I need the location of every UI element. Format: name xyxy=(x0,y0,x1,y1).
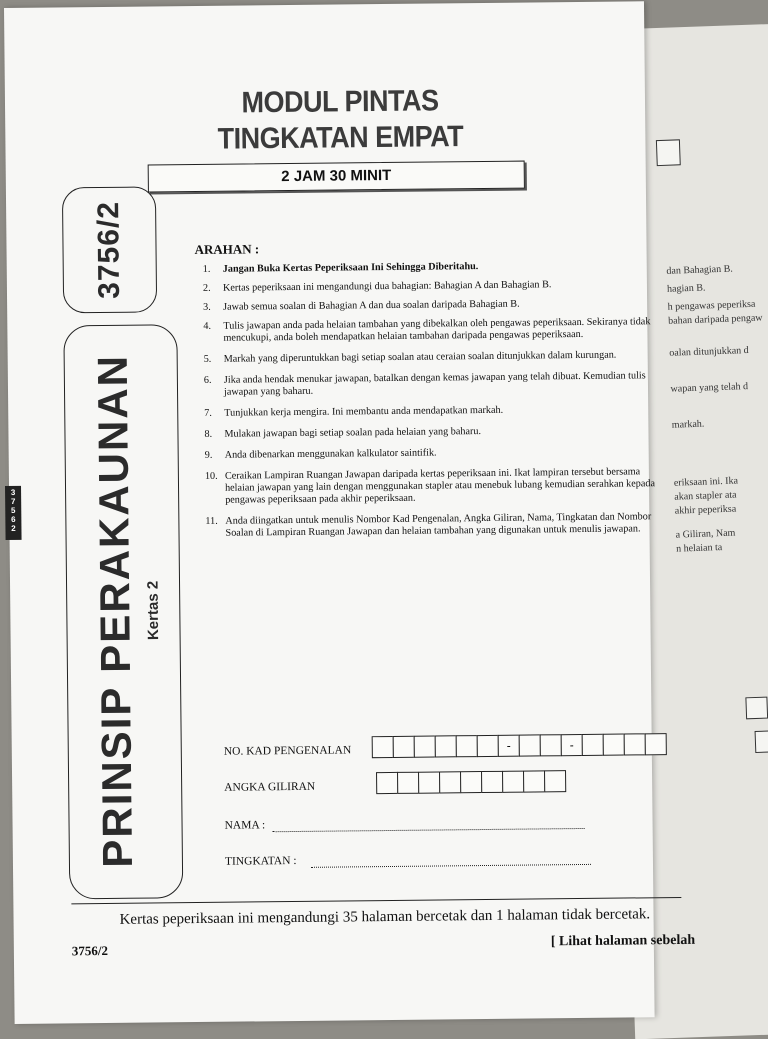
subject-name: PRINSIP PERAKAUNAN xyxy=(88,353,142,868)
instruction-number: 3. xyxy=(203,301,211,313)
side-tab xyxy=(5,486,22,540)
ic-digit-box[interactable] xyxy=(435,735,457,757)
ic-digit-box[interactable] xyxy=(393,736,415,758)
underlying-text: dan Bahagian B. xyxy=(666,263,733,277)
index-digit-box[interactable] xyxy=(439,771,461,793)
instruction-text: Tulis jawapan anda pada helaian tambahan yang dibekalkan oleh pengawas peperiksaan. Sekiranya tidak mencukupi, anda boleh mendapatkan helaian tambahan daripada pengawas peperiksaan. xyxy=(223,316,651,344)
instruction-number: 10. xyxy=(204,470,218,482)
instruction-number: 8. xyxy=(204,428,213,440)
ic-digit-box[interactable] xyxy=(456,735,478,757)
instruction-number: 5. xyxy=(203,353,212,365)
instruction-number: 7. xyxy=(204,407,212,419)
ic-digit-box[interactable] xyxy=(624,733,646,755)
instruction-text: Jika anda hendak menukar jawapan, batalkan dengan kemas jawapan yang telah dibuat. Kemudian tulis jawapan yang baharu. xyxy=(223,370,646,398)
instruction-text: Markah yang diperuntukkan bagi setiap soalan atau ceraian soalan ditunjukkan dalam kurungan. xyxy=(223,349,617,365)
index-digit-box[interactable] xyxy=(397,772,419,794)
instruction-item xyxy=(204,424,660,441)
index-digit-box[interactable] xyxy=(502,771,524,793)
subject-pill xyxy=(63,324,183,899)
form-level-title: TINGKATAN EMPAT xyxy=(217,119,464,156)
underlying-box xyxy=(656,139,681,166)
instruction-number: 9. xyxy=(204,449,213,461)
instruction-item xyxy=(205,445,661,462)
instruction-item xyxy=(203,259,659,276)
duration-box: 2 JAM 30 MINIT xyxy=(148,161,525,193)
index-digit-box[interactable] xyxy=(481,771,503,793)
instruction-text: Anda dibenarkan menggunakan kalkulator saintifik. xyxy=(224,447,437,461)
underlying-box xyxy=(755,730,768,753)
instruction-text: Mulakan jawapan bagi setiap soalan pada helaian yang baharu. xyxy=(224,426,482,440)
instruction-item xyxy=(204,370,660,399)
ic-digit-box[interactable] xyxy=(477,735,499,757)
name-label: NAMA : xyxy=(224,819,266,832)
ic-number-label: NO. KAD PENGENALAN xyxy=(223,744,352,758)
ic-digit-box[interactable] xyxy=(645,733,667,755)
instruction-number: 6. xyxy=(203,374,212,386)
underlying-text: h pengawas peperiksa xyxy=(667,298,756,313)
page-count-note: Kertas peperiksaan ini mengandungi 35 halaman bercetak dan 1 halaman tidak bercetak. xyxy=(119,906,651,928)
paper-code-pill xyxy=(62,186,157,313)
instruction-number: 2. xyxy=(202,282,211,294)
underlying-text: oalan ditunjukkan d xyxy=(669,345,749,359)
underlying-text: wapan yang telah d xyxy=(670,381,749,395)
footer-paper-code: 3756/2 xyxy=(71,942,109,959)
form-class-label: TINGKATAN : xyxy=(224,854,297,868)
ic-digit-box[interactable] xyxy=(372,736,394,758)
exam-cover-page xyxy=(4,1,696,1024)
index-digit-box[interactable] xyxy=(523,770,545,792)
index-number-boxes[interactable] xyxy=(376,770,565,794)
instruction-text: Anda diingatkan untuk menulis Nombor Kad Pengenalan, Angka Giliran, Nama, Tingkatan dan Nombor Soalan di Lampiran Ruangan Jawapan dan helaian tambahan yang digunakan untuk menulis jawapan. xyxy=(225,511,652,539)
instruction-text: Tunjukkan kerja mengira. Ini membantu anda mendapatkan markah. xyxy=(224,404,504,419)
paper-code: 3756/2 xyxy=(92,200,127,299)
underlying-text: akhir peperiksa xyxy=(674,503,737,517)
instruction-item xyxy=(205,466,661,507)
side-tab-char: 5 xyxy=(10,505,16,515)
instruction-item xyxy=(205,511,661,540)
side-tab-char: 3 xyxy=(10,487,16,497)
instruction-text: Jangan Buka Kertas Peperiksaan Ini Sehingga Diberitahu. xyxy=(222,261,479,275)
instruction-number: 11. xyxy=(205,515,218,527)
ic-digit-box[interactable] xyxy=(519,734,541,756)
index-digit-box[interactable] xyxy=(460,771,482,793)
module-title: MODUL PINTAS xyxy=(241,83,439,119)
ic-number-boxes[interactable] xyxy=(372,733,666,758)
paper-number: Kertas 2 xyxy=(144,580,163,641)
instruction-item xyxy=(204,349,660,366)
next-page-note: [ Lihat halaman sebelah xyxy=(550,932,696,950)
index-digit-box[interactable] xyxy=(376,772,398,794)
instruction-item xyxy=(204,403,660,420)
form-class-field[interactable] xyxy=(311,864,591,868)
instructions-list xyxy=(203,259,662,540)
underlying-text: a Giliran, Nam xyxy=(675,527,736,541)
instruction-number: 1. xyxy=(202,263,211,275)
side-tab-char: 7 xyxy=(10,496,16,506)
instruction-item xyxy=(203,278,659,295)
footer-divider xyxy=(71,897,681,904)
ic-digit-box[interactable] xyxy=(582,734,604,756)
ic-separator: - xyxy=(498,735,520,757)
instruction-text: Ceraikan Lampiran Ruangan Jawapan daripada kertas peperiksaan ini. Ikat lampiran tersebut bersama helaian jawapan yang lain dengan menggunakan stapler atau menebuk lubang kemudian serahkan kepada pengawas peperiksaan pada akhir peperiksaan. xyxy=(224,466,656,506)
instructions-heading: ARAHAN : xyxy=(194,241,260,258)
side-tab-char: 6 xyxy=(11,514,16,524)
underlying-text: akan stapler ata xyxy=(674,489,737,503)
instruction-text: Kertas peperiksaan ini mengandungi dua bahagian: Bahagian A dan Bahagian B. xyxy=(222,279,552,294)
underlying-text: n helaian ta xyxy=(675,542,723,555)
underlying-text: markah. xyxy=(671,418,705,431)
instruction-text: Jawab semua soalan di Bahagian A dan dua soalan daripada Bahagian B. xyxy=(223,298,520,313)
instruction-item xyxy=(203,297,659,314)
ic-digit-box[interactable] xyxy=(540,734,562,756)
instruction-number: 4. xyxy=(203,320,212,332)
underlying-box xyxy=(745,697,768,720)
underlying-text: hagian B. xyxy=(666,282,706,295)
underlying-text: bahan daripada pengaw xyxy=(668,312,763,327)
underlying-text: eriksaan ini. Ika xyxy=(673,475,739,489)
ic-digit-box[interactable] xyxy=(414,736,436,758)
side-tab-char: 2 xyxy=(11,523,16,533)
index-number-label: ANGKA GILIRAN xyxy=(224,780,316,794)
ic-digit-box[interactable] xyxy=(603,734,625,756)
index-digit-box[interactable] xyxy=(544,770,566,792)
index-digit-box[interactable] xyxy=(418,771,440,793)
name-field[interactable] xyxy=(273,828,585,832)
ic-separator: - xyxy=(561,734,583,756)
instruction-item xyxy=(203,316,659,345)
